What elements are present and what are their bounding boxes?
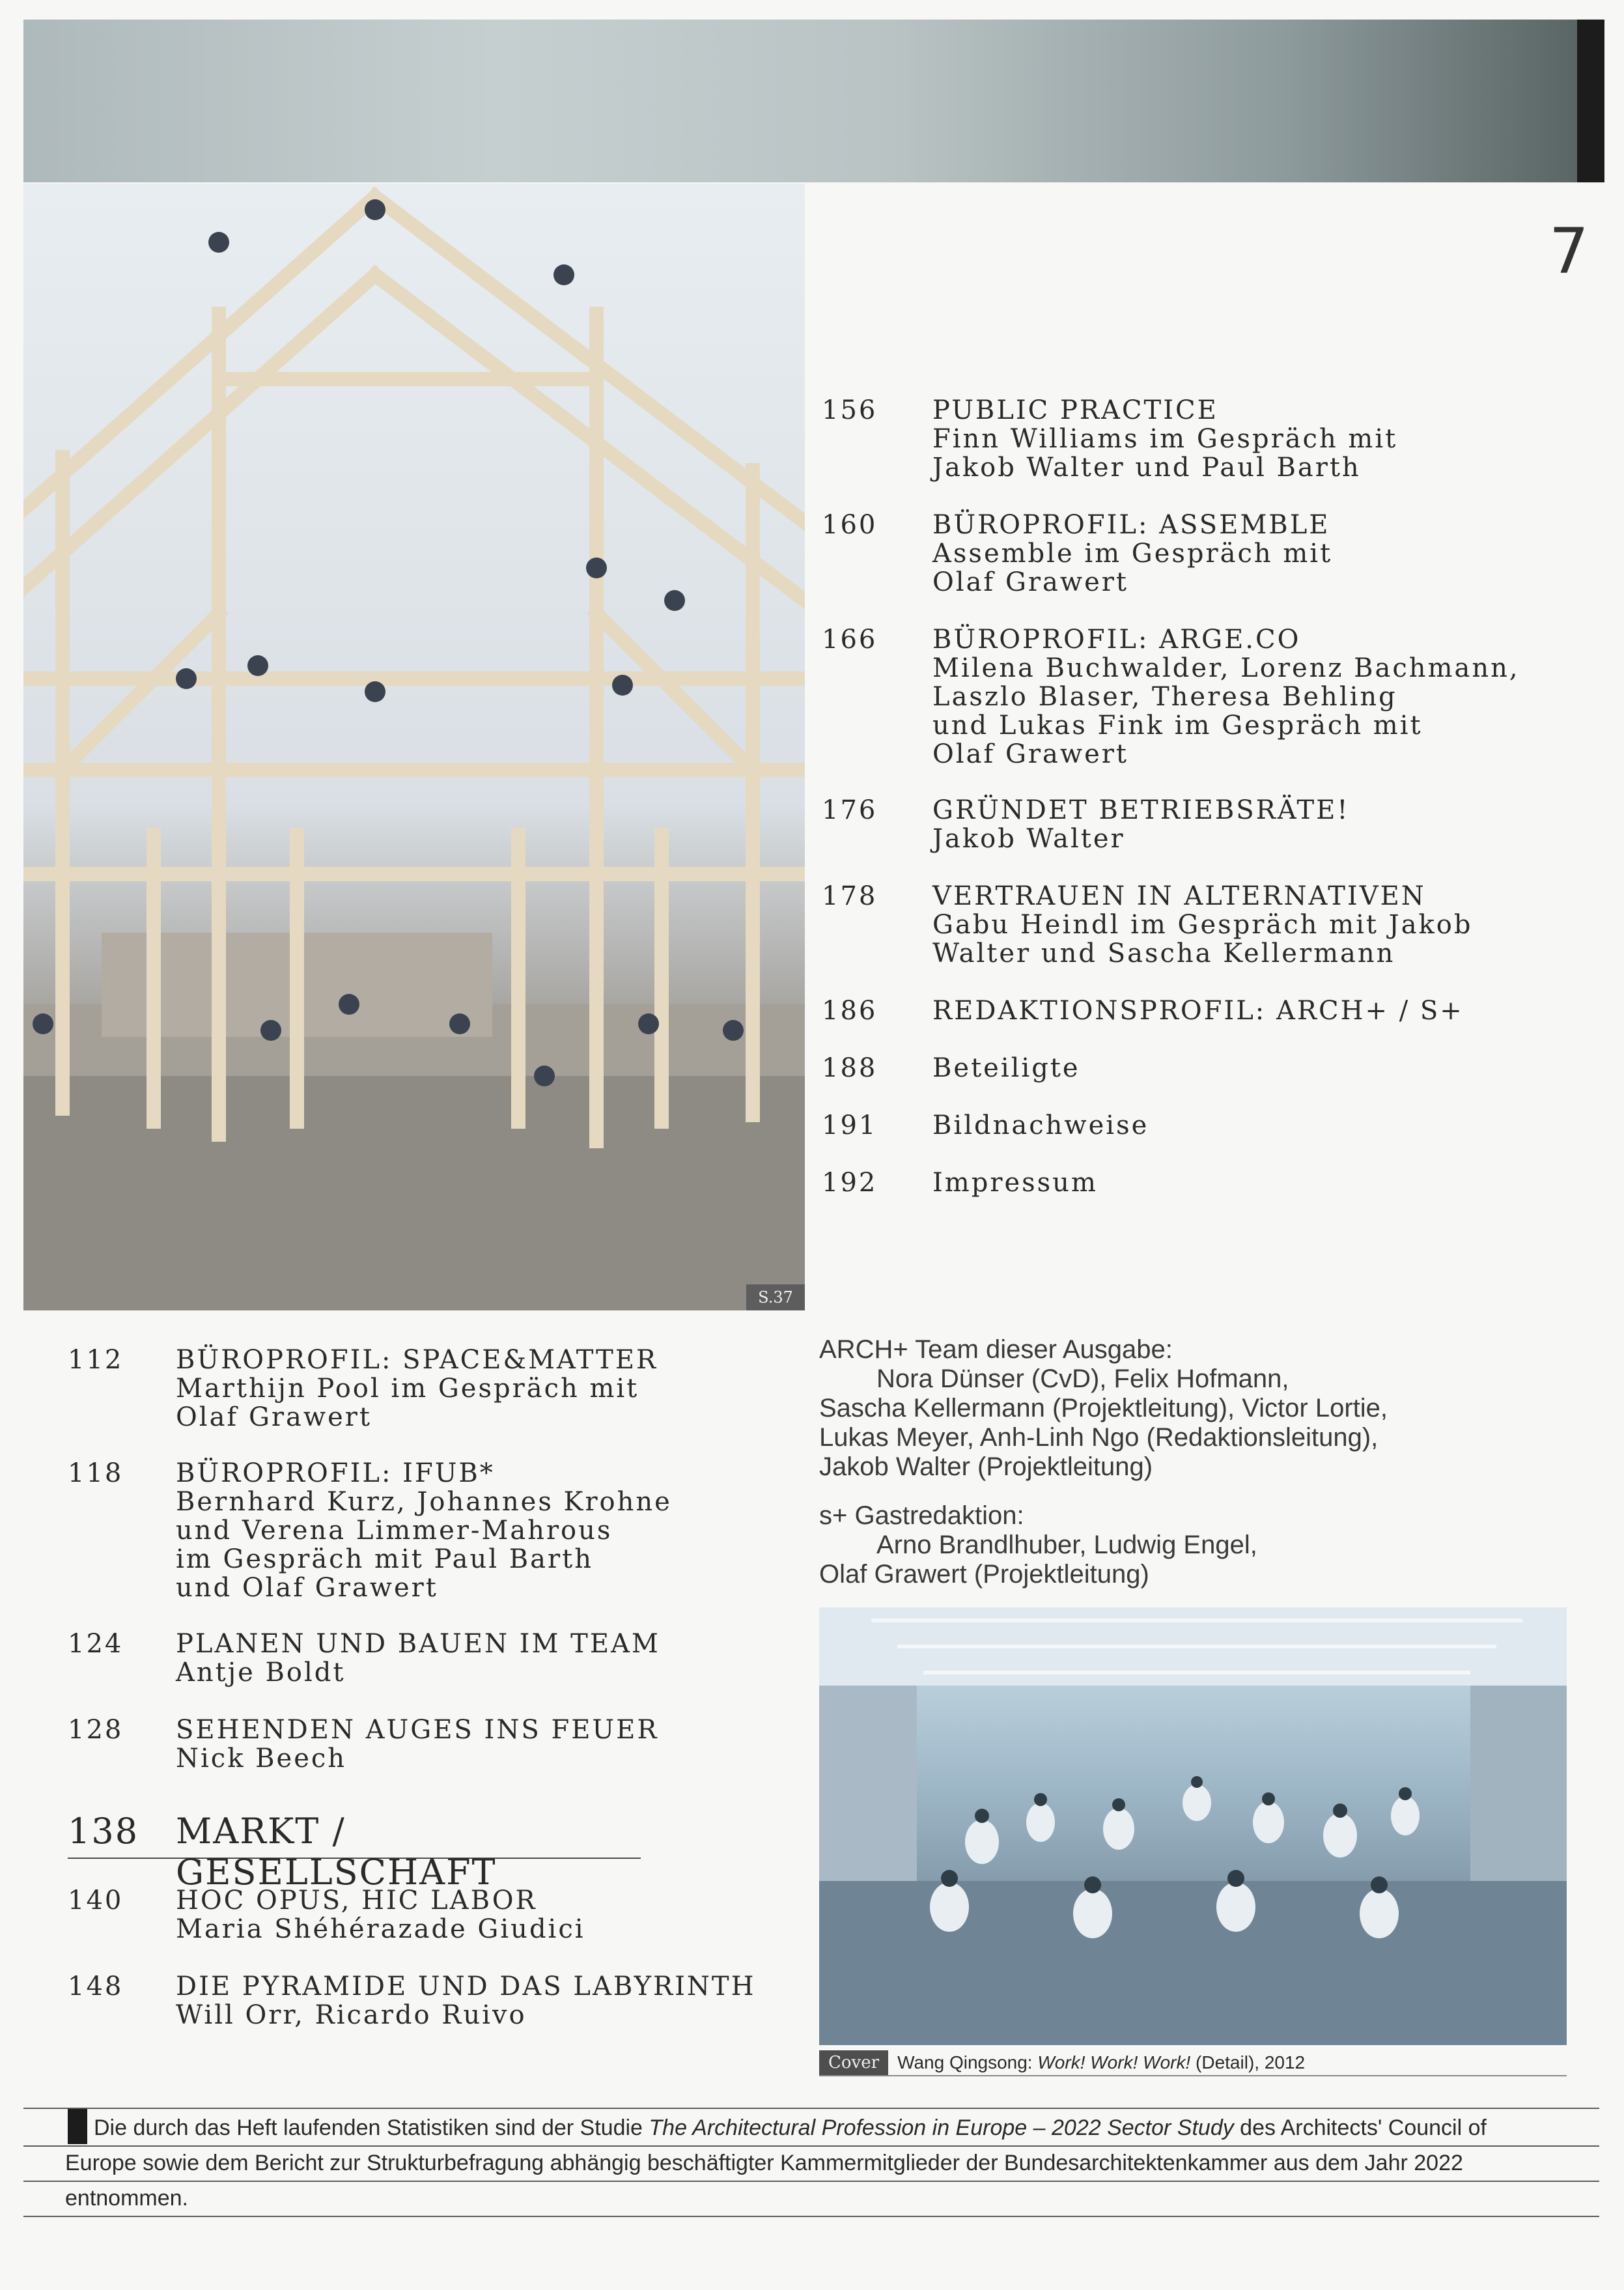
toc-page-number: 148 — [68, 1972, 124, 2001]
toc-title: Impressum — [932, 1168, 1098, 1198]
toc-title: BÜROPROFIL: IFUB* — [176, 1458, 495, 1488]
section-title: MARKT / GESELLSCHAFT — [176, 1811, 497, 1893]
toc-author: Jakob Walter — [932, 824, 1125, 854]
toc-title: GRÜNDET BETRIEBSRÄTE! — [932, 795, 1350, 825]
footer-divider — [23, 2181, 1599, 2182]
cover-detail: (Detail), 2012 — [1190, 2052, 1306, 2072]
header-band-edge — [1577, 20, 1604, 182]
toc-page-number: 156 — [822, 395, 878, 425]
team-line: Lukas Meyer, Anh-Linh Ngo (Redaktionsleitung), — [819, 1423, 1379, 1452]
footer-text: Europe sowie dem Bericht zur Strukturbefragung abhängig beschäftigter Kammermitglieder der Bundesarchitektenkammer aus dem Jahr 2022 — [65, 2151, 1463, 2175]
team-credits — [819, 1335, 1561, 1589]
cover-caption — [819, 2050, 1567, 2076]
footer-note — [65, 2110, 1576, 2216]
toc-title: HOC OPUS, HIC LABOR — [176, 1886, 537, 1915]
toc-author: Bernhard Kurz, Johannes Krohne und Verena Limmer-Mahrous im Gespräch mit Paul Barth und Olaf Grawert — [176, 1487, 672, 1603]
team-heading: ARCH+ Team dieser Ausgabe: — [819, 1335, 1173, 1364]
header-band — [23, 20, 1604, 182]
photo-page-reference: S.37 — [746, 1284, 805, 1310]
toc-title: PLANEN UND BAUEN IM TEAM — [176, 1629, 660, 1659]
footer-divider — [23, 2108, 1599, 2109]
toc-page-number: 188 — [822, 1053, 878, 1083]
team-line: Sascha Kellermann (Projektleitung), Victor Lortie, — [819, 1394, 1388, 1422]
toc-author: Finn Williams im Gespräch mit Jakob Walter und Paul Barth — [932, 424, 1398, 483]
toc-title: Beteiligte — [932, 1053, 1080, 1083]
section-heading[interactable] — [68, 1811, 641, 1893]
toc-page-number: 166 — [822, 625, 878, 655]
guest-editors-heading: s+ Gastredaktion: — [819, 1501, 1024, 1530]
toc-page-number: 140 — [68, 1886, 124, 1915]
toc-page-number: 176 — [822, 795, 878, 825]
toc-title: DIE PYRAMIDE UND DAS LABYRINTH — [176, 1972, 756, 2001]
footer-text: Die durch das Heft laufenden Statistiken sind der Studie — [94, 2115, 649, 2140]
toc-author: Gabu Heindl im Gespräch mit Jakob Walter und Sascha Kellermann — [932, 910, 1473, 968]
toc-title: BÜROPROFIL: ARGE.CO — [932, 625, 1301, 655]
footer-study-title: The Architectural Profession in Europe – 2022 Sector Study — [649, 2115, 1234, 2140]
toc-author: Antje Boldt — [176, 1658, 346, 1688]
toc-page-number: 118 — [68, 1458, 124, 1488]
cover-artwork-illustration — [819, 1607, 1567, 2045]
toc-page-number: 160 — [822, 510, 878, 540]
toc-page-number: 128 — [68, 1715, 124, 1745]
footer-divider — [23, 2216, 1599, 2217]
team-line: Nora Dünser (CvD), Felix Hofmann, — [876, 1364, 1289, 1393]
timber-frame-photo — [23, 184, 805, 1310]
cover-work-title: Work! Work! Work! — [1037, 2052, 1191, 2072]
toc-title: BÜROPROFIL: SPACE&MATTER — [176, 1345, 658, 1375]
guest-line: Olaf Grawert (Projektleitung) — [819, 1560, 1149, 1589]
cover-artwork-image — [819, 1607, 1567, 2045]
toc-title: BÜROPROFIL: ASSEMBLE — [932, 510, 1330, 540]
footer-divider — [23, 2145, 1599, 2147]
section-page-number: 138 — [68, 1811, 139, 1852]
toc-title: VERTRAUEN IN ALTERNATIVEN — [932, 881, 1426, 911]
footer-text: des Architects' Council of — [1233, 2115, 1487, 2140]
toc-author: Maria Shéhérazade Giudici — [176, 1914, 585, 1944]
footer-text: entnommen. — [65, 2186, 188, 2211]
timber-frame-illustration — [23, 184, 805, 1310]
toc-page-number: 112 — [68, 1345, 124, 1375]
team-line: Jakob Walter (Projektleitung) — [819, 1452, 1153, 1481]
toc-title: Bildnachweise — [932, 1110, 1149, 1140]
toc-author: Assemble im Gespräch mit Olaf Grawert — [932, 539, 1333, 597]
toc-page-number: 178 — [822, 881, 878, 911]
toc-page-number: 124 — [68, 1629, 124, 1659]
toc-page-number: 191 — [822, 1110, 878, 1140]
toc-page-number: 186 — [822, 996, 878, 1026]
toc-author: Nick Beech — [176, 1744, 347, 1774]
toc-author: Will Orr, Ricardo Ruivo — [176, 2000, 527, 2030]
guest-line: Arno Brandlhuber, Ludwig Engel, — [876, 1531, 1257, 1559]
page-number: 7 — [1548, 215, 1589, 288]
toc-author: Milena Buchwalder, Lorenz Bachmann, Laszlo Blaser, Theresa Behling und Lukas Fink im Gespräch mit Olaf Grawert — [932, 653, 1520, 769]
cover-label: Cover — [819, 2050, 888, 2075]
toc-title: PUBLIC PRACTICE — [932, 395, 1218, 425]
toc-title: REDAKTIONSPROFIL: ARCH+ / S+ — [932, 996, 1464, 1026]
toc-page-number: 192 — [822, 1168, 878, 1198]
toc-title: SEHENDEN AUGES INS FEUER — [176, 1715, 659, 1745]
toc-author: Marthijn Pool im Gespräch mit Olaf Grawert — [176, 1374, 639, 1432]
cover-artist: Wang Qingsong: — [897, 2052, 1038, 2072]
